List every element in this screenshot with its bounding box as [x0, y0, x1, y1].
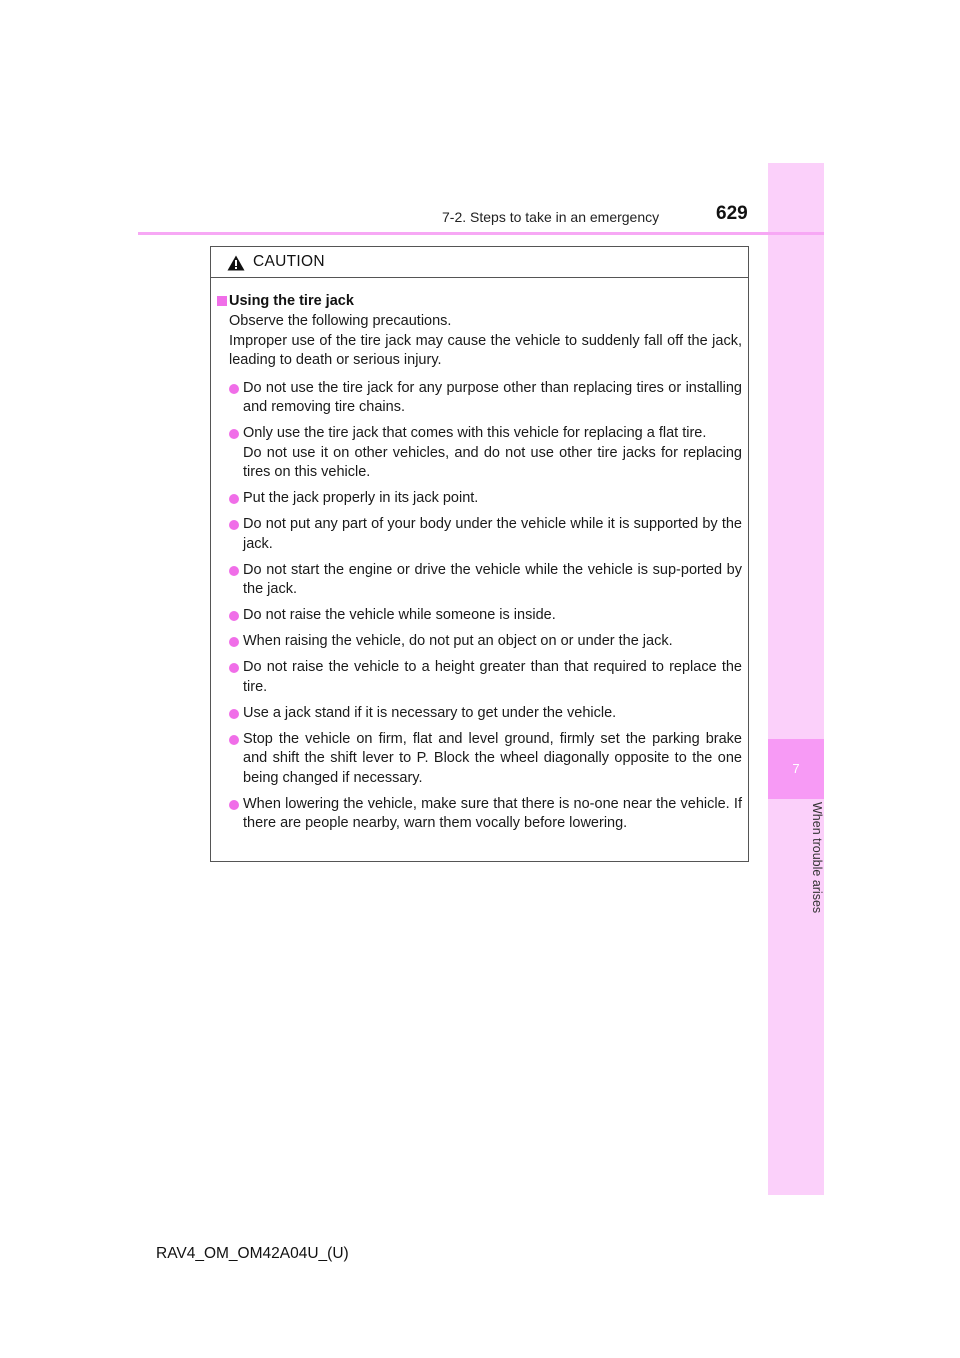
- round-bullet-icon: [229, 709, 239, 719]
- list-item: [217, 606, 742, 626]
- round-bullet-icon: [229, 494, 239, 504]
- bullet-list: [217, 379, 742, 834]
- round-bullet-icon: [229, 637, 239, 647]
- bullet-text: Do not raise the vehicle while someone is inside.: [243, 607, 556, 623]
- bullet-text: Use a jack stand if it is necessary to get under the vehicle.: [243, 704, 617, 721]
- list-item: [217, 730, 742, 789]
- round-bullet-icon: [229, 520, 239, 530]
- page-number: 629: [716, 203, 748, 224]
- square-bullet-icon: [217, 296, 227, 306]
- chapter-number-tab: [768, 739, 824, 799]
- chapter-number: 7: [792, 761, 800, 776]
- header-rule: [138, 232, 824, 235]
- round-bullet-icon: [229, 611, 239, 621]
- round-bullet-icon: [229, 663, 239, 673]
- intro-line: Improper use of the tire jack may cause the vehicle to suddenly fall off the jack, leading to death or serious injury.: [229, 332, 742, 368]
- bullet-text: Do not raise the vehicle to a height greater than that required to replace the tire.: [243, 659, 742, 695]
- bullet-text: Stop the vehicle on firm, flat and level ground, firmly set the parking brake and shift the shift lever to P. Block the wheel diagonally opposite to the one being changed if necessary.: [243, 730, 742, 786]
- list-item: [217, 379, 742, 418]
- list-item: [217, 424, 742, 483]
- subheading-text: Using the tire jack: [229, 293, 354, 309]
- list-item: [217, 704, 742, 724]
- round-bullet-icon: [229, 735, 239, 745]
- caution-subheading: [217, 291, 742, 311]
- list-item: [217, 561, 742, 600]
- section-title: 7-2. Steps to take in an emergency: [442, 209, 660, 225]
- list-item: [217, 489, 742, 509]
- list-item: [217, 515, 742, 554]
- bullet-text: Do not use it on other vehicles, and do not use other tire jacks for replacing tires on this vehicle.: [243, 444, 742, 480]
- intro-line: Observe the following precautions.: [229, 313, 452, 329]
- bullet-text: When lowering the vehicle, make sure that there is no-one near the vehicle. If there are people nearby, warn them vocally before lowering.: [243, 795, 742, 831]
- list-item: [217, 632, 742, 652]
- caution-body: [211, 278, 748, 840]
- chapter-label: When trouble arises: [810, 802, 824, 914]
- round-bullet-icon: [229, 384, 239, 394]
- intro-paragraph: [217, 312, 742, 371]
- round-bullet-icon: [229, 800, 239, 810]
- round-bullet-icon: [229, 429, 239, 439]
- bullet-text: Put the jack properly in its jack point.: [243, 490, 479, 506]
- warning-triangle-icon: [227, 255, 245, 271]
- list-item: [217, 658, 742, 697]
- bullet-text: When raising the vehicle, do not put an object on or under the jack.: [243, 633, 673, 649]
- round-bullet-icon: [229, 566, 239, 576]
- caution-header: [211, 247, 748, 278]
- caution-box: [210, 246, 749, 862]
- side-tab: [768, 163, 824, 1195]
- document-code: RAV4_OM_OM42A04U_(U): [156, 1245, 349, 1262]
- bullet-text: Do not use the tire jack for any purpose other than replacing tires or installing and removing tire chains.: [243, 379, 742, 415]
- bullet-text: Do not put any part of your body under the vehicle while it is supported by the jack.: [243, 516, 742, 552]
- list-item: [217, 795, 742, 834]
- chapter-label-container: [768, 802, 824, 942]
- bullet-text: Do not start the engine or drive the vehicle while the vehicle is sup-ported by the jack.: [243, 561, 742, 597]
- bullet-text: Only use the tire jack that comes with this vehicle for replacing a flat tire.: [243, 425, 707, 441]
- caution-title: CAUTION: [253, 253, 325, 270]
